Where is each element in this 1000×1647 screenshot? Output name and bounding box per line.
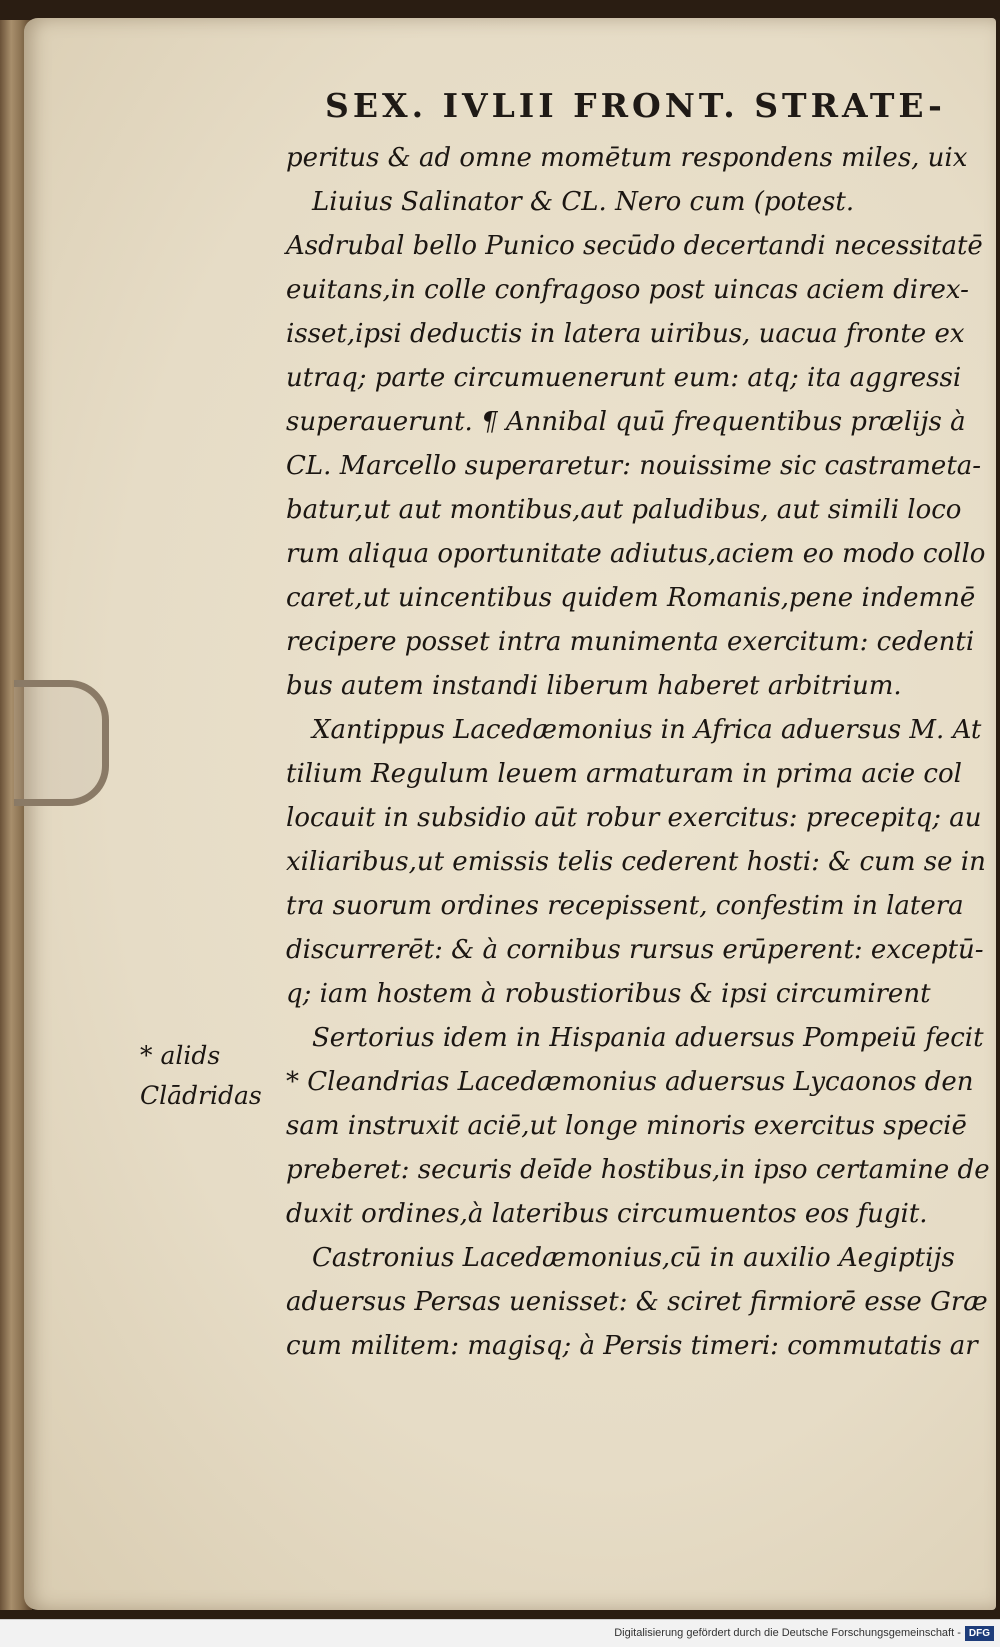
text-line: bus autem instandi liberum haberet arbitrium. [286, 671, 902, 701]
dfg-logo: DFG [965, 1626, 994, 1641]
text-line: q; iam hostem à robustioribus & ipsi circumirent [286, 979, 931, 1009]
digitization-footer [0, 1619, 1000, 1647]
text-line: Liuius Salinator & CL. Nero cum (potest. [312, 187, 855, 217]
text-line: cum militem: magisq; à Persis timeri: commutatis ar [286, 1331, 978, 1361]
footer-credit: Digitalisierung gefördert durch die Deutsche Forschungsgemeinschaft - [614, 1627, 961, 1639]
text-line: rum aliqua oportunitate adiutus,aciem eo modo collo [286, 539, 986, 569]
margin-note-line: * alids [140, 1041, 221, 1070]
text-line: Castronius Lacedæmonius,cū in auxilio Aegiptijs [312, 1243, 955, 1273]
text-line: caret,ut uincentibus quidem Romanis,pene indemnē [286, 583, 976, 613]
text-line: Asdrubal bello Punico secūdo decertandi necessitatē [286, 231, 983, 261]
text-line: xiliaribus,ut emissis telis cederent hosti: & cum se in [286, 847, 986, 877]
text-line: isset,ipsi deductis in latera uiribus, uacua fronte ex [286, 319, 965, 349]
text-line: discurrerēt: & à cornibus rursus erūperent: exceptū- [286, 935, 984, 965]
margin-note [140, 1036, 280, 1116]
text-line: peritus & ad omne momētum respondens miles, uix [286, 143, 968, 173]
running-head: SEX. IVLII FRONT. STRATE- [325, 86, 946, 125]
text-line: tra suorum ordines recepissent, confestim in latera [286, 891, 964, 921]
text-line: duxit ordines,à lateribus circumuentos eos fugit. [286, 1199, 928, 1229]
text-line: Xantippus Lacedæmonius in Africa aduersus M. At [312, 715, 982, 745]
body-text [286, 136, 990, 1368]
page-clip [14, 680, 109, 806]
text-line: Sertorius idem in Hispania aduersus Pompeiū fecit [312, 1023, 984, 1053]
text-line: batur,ut aut montibus,aut paludibus, aut simili loco [286, 495, 962, 525]
text-line: sam instruxit aciē,ut longe minoris exercitus speciē [286, 1111, 967, 1141]
text-line: euitans,in colle confragoso post uincas aciem direx- [286, 275, 969, 305]
text-line: * Cleandrias Lacedæmonius aduersus Lycaonos den [286, 1067, 974, 1097]
text-line: CL. Marcello superaretur: nouissime sic castrameta- [286, 451, 982, 481]
text-line: aduersus Persas uenisset: & sciret firmiorē esse Græ [286, 1287, 988, 1317]
text-line: tilium Regulum leuem armaturam in prima acie col [286, 759, 962, 789]
text-line: superauerunt. ¶ Annibal quū frequentibus prælijs à [286, 407, 966, 437]
margin-note-line: Clādridas [140, 1081, 262, 1110]
text-line: preberet: securis deīde hostibus,in ipso certamine de [286, 1155, 990, 1185]
text-line: utraq; parte circumuenerunt eum: atq; ita aggressi [286, 363, 962, 393]
text-line: recipere posset intra munimenta exercitum: cedenti [286, 627, 975, 657]
text-line: locauit in subsidio aūt robur exercitus: precepitq; au [286, 803, 982, 833]
